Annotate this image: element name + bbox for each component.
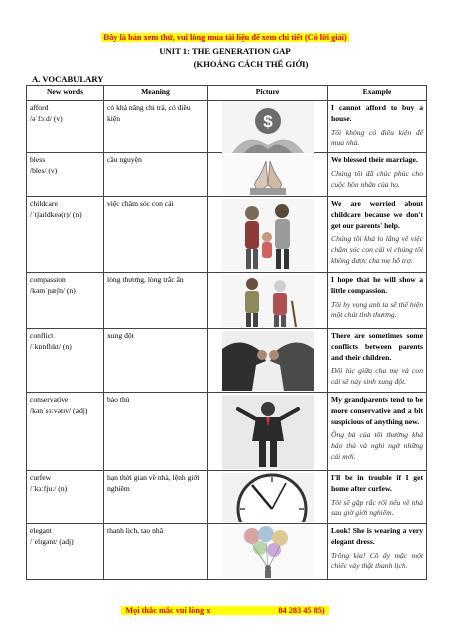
picture-cell xyxy=(208,393,328,471)
section-title: A. VOCABULARY xyxy=(32,74,104,84)
contact-footer-text xyxy=(121,606,328,615)
example-english: There are sometimes some conflicts between parents and their children. xyxy=(331,331,423,362)
pronunciation: /kəmˈpæʃn/ (n) xyxy=(30,285,76,295)
table-row xyxy=(27,471,427,524)
word-cell xyxy=(27,524,104,580)
example-vietnamese: Ông bà của tôi thường khá bảo thủ và nghi ngờ những cái mới. xyxy=(331,430,423,461)
example-english: Look! She is wearing a very elegant dress. xyxy=(331,526,423,546)
footer-text-end: 84 283 45 85) xyxy=(278,606,325,615)
word-cell xyxy=(27,471,104,524)
meaning-cell: việc chăm sóc con cái xyxy=(104,197,208,273)
meaning-cell: hạn thời gian về nhà, lệnh giới nghiêm xyxy=(104,471,208,524)
picture-cell xyxy=(208,197,328,273)
unit-title: UNIT 1: THE GENERATION GAP xyxy=(159,46,291,56)
table-row xyxy=(27,153,427,197)
column-header: Picture xyxy=(208,86,328,101)
word-cell xyxy=(27,153,104,197)
table-row xyxy=(27,393,427,471)
example-cell xyxy=(328,329,427,393)
column-header: Example xyxy=(328,86,427,101)
word-cell xyxy=(27,273,104,329)
word: bless xyxy=(30,155,46,164)
column-header: New words xyxy=(27,86,104,101)
word-cell xyxy=(27,101,104,153)
table-row xyxy=(27,273,427,329)
example-english: My grandparents tend to be more conservative and a bit suspicious of anything new. xyxy=(331,395,423,426)
vocabulary-table xyxy=(26,85,427,580)
example-cell xyxy=(328,524,427,580)
preview-banner-text: Đây là bản xem thử, vui lòng mua tài liệu để xem chi tiết (Có lời giải) xyxy=(103,33,347,42)
example-cell xyxy=(328,273,427,329)
picture-cell xyxy=(208,101,328,153)
word: childcare xyxy=(30,199,58,208)
example-english: We blessed their marriage. xyxy=(331,155,418,164)
word: conservative xyxy=(30,395,69,404)
example-vietnamese: Tôi không có điều kiện để mua nhà. xyxy=(331,127,423,148)
preview-banner xyxy=(0,27,450,45)
confrontation-icon xyxy=(222,331,314,391)
word: elegant xyxy=(30,526,52,535)
word: curfew xyxy=(30,473,52,482)
meaning-cell: cầu nguyện xyxy=(104,153,208,197)
example-vietnamese: Chúng tôi đã chúc phúc cho cuộc hôn nhân của họ. xyxy=(331,168,423,189)
word: conflict xyxy=(30,331,54,340)
meaning-cell: có khả năng chi trả, có điều kiện xyxy=(104,101,208,153)
table-row xyxy=(27,329,427,393)
example-vietnamese: Chúng tôi khá lo lắng về việc chăm sóc con cái vì chúng tôi không được cha mẹ hỗ trợ. xyxy=(331,234,423,265)
example-vietnamese: Trông kìa! Cô ấy mặc một chiếc váy thật thanh lịch. xyxy=(331,550,423,571)
picture-cell xyxy=(208,273,328,329)
picture-cell xyxy=(208,524,328,580)
word: compassion xyxy=(30,275,66,284)
unit-subtitle: (KHOẢNG CÁCH THẾ GIỚI) xyxy=(193,59,309,69)
example-cell xyxy=(328,153,427,197)
helping-elderly-icon xyxy=(222,275,314,327)
praying-hands-icon xyxy=(222,155,314,195)
example-english: I hope that he will show a little compassion. xyxy=(331,275,423,295)
word-cell xyxy=(27,393,104,471)
pronunciation: /ˈkɜːfjuː/ (n) xyxy=(30,483,68,493)
pronunciation: /ˈtʃaɪldkeə(r)/ (n) xyxy=(30,209,82,219)
table-header-row xyxy=(27,86,427,101)
meaning-cell: thanh lịch, tao nhã xyxy=(104,524,208,580)
pronunciation: /kənˈsɜːvətɪv/ (adj) xyxy=(30,405,88,415)
word-cell xyxy=(27,197,104,273)
word-cell xyxy=(27,329,104,393)
example-vietnamese: Tôi sẽ gặp rắc rối nếu về nhà sau giờ giới nghiêm. xyxy=(331,497,423,518)
pronunciation: /əˈfɔːd/ (v) xyxy=(30,113,63,123)
example-vietnamese: Tôi hy vọng anh ta sẽ thể hiện một chút tình thương. xyxy=(331,299,423,320)
pronunciation: /bles/ (v) xyxy=(30,165,58,175)
example-cell xyxy=(328,101,427,153)
balloons-icon xyxy=(222,526,314,578)
example-vietnamese: Đôi lúc giữa cha mẹ và con cái sẽ này sinh xung đột. xyxy=(331,366,423,387)
meaning-cell: lòng thương, lòng trắc ẩn xyxy=(104,273,208,329)
businessman-icon xyxy=(222,395,314,469)
meaning-cell: bảo thủ xyxy=(104,393,208,471)
example-cell xyxy=(328,197,427,273)
contact-footer xyxy=(0,600,450,618)
table-row xyxy=(27,524,427,580)
word: afford xyxy=(30,103,49,112)
table-row xyxy=(27,197,427,273)
picture-cell xyxy=(208,471,328,524)
example-english: I cannot afford to buy a house. xyxy=(331,103,423,123)
clock-icon xyxy=(222,473,314,522)
pronunciation: /ˈelɪgənt/ (adj) xyxy=(30,536,74,546)
example-english: I'll be in trouble if I get home after curfew. xyxy=(331,473,423,493)
picture-cell xyxy=(208,329,328,393)
example-cell xyxy=(328,471,427,524)
svg-text:$: $ xyxy=(263,112,273,131)
table-row xyxy=(27,101,427,153)
picture-cell xyxy=(208,153,328,197)
pronunciation: /ˈkɒnflɪkt/ (n) xyxy=(30,341,72,351)
money-hands-icon xyxy=(222,101,314,153)
example-english: We are worried about childcare because we don't get our parents' help. xyxy=(331,199,423,230)
column-header: Meaning xyxy=(104,86,208,101)
meaning-cell: xung đột xyxy=(104,329,208,393)
example-cell xyxy=(328,393,427,471)
family-icon xyxy=(222,199,314,271)
footer-text-start: Mọi thắc mắc vui lòng x xyxy=(125,606,211,615)
